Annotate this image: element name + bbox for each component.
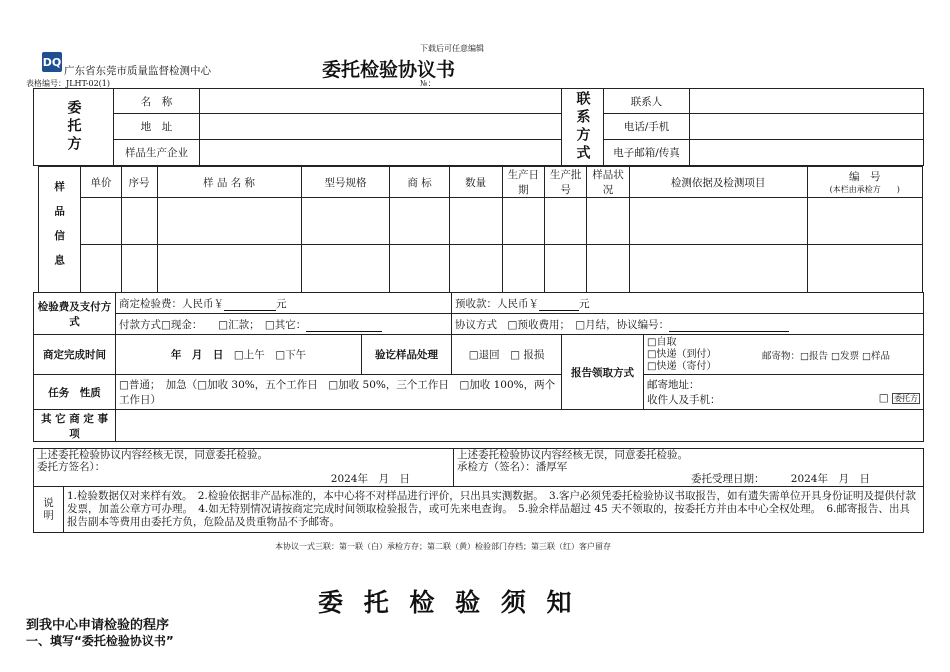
col-brand: 商 标: [390, 167, 449, 198]
step1: 一、填写“委托检验协议书”: [26, 634, 174, 648]
task-options[interactable]: □普通； 加急（□加收 30%，五个工作日 □加收 50%，三个工作日 □加收 100%，两个工作日）: [116, 375, 562, 410]
col-seq: 序号: [121, 167, 157, 198]
sample-cell[interactable]: [449, 198, 502, 245]
sample-cell[interactable]: [544, 245, 586, 293]
sample-cell[interactable]: [587, 245, 629, 293]
notice-title: 委 托 检 验 须 知: [318, 588, 578, 617]
copies-note: 本协议一式三联：第一联（白）承检方存；第二联（黄）检验部门存档；第三联（红）客户留存: [275, 542, 611, 551]
address-field[interactable]: [200, 114, 562, 140]
client-group-label: 委托方: [34, 89, 114, 166]
sample-cell[interactable]: [587, 198, 629, 245]
contact-group-label: 联系方式: [562, 89, 604, 166]
completion-date[interactable]: 年 月 日 □上午 □下午: [116, 335, 362, 375]
org-name: 广东省东莞市质量监督检测中心: [64, 65, 211, 77]
org-logo: DQ: [42, 52, 62, 72]
prepaid-fee[interactable]: 预收款：人民币￥ 元: [452, 293, 924, 314]
procedure-title: 到我中心申请检验的程序: [26, 618, 170, 633]
col-number: 编 号 (本栏由承检方 ): [807, 167, 922, 198]
fixed-fee[interactable]: 商定检验费：人民币￥ 元: [116, 293, 452, 314]
sample-cell[interactable]: [121, 245, 157, 293]
col-unit-price: 单价: [81, 167, 121, 198]
handling-label: 验讫样品处理: [362, 335, 452, 375]
name-field[interactable]: [200, 89, 562, 114]
sample-cell[interactable]: [544, 198, 586, 245]
sample-cell[interactable]: [502, 198, 544, 245]
address-label: 地 址: [114, 114, 200, 140]
lab-signature[interactable]: 上述委托检验协议内容经核无误，同意委托检验。 承检方（签名）：潘厚军 委托受理日期： 2024年 月 日: [454, 449, 924, 487]
client-signature[interactable]: 上述委托检验协议内容经核无误，同意委托检验。 委托方签名）： 2024年 月 日: [34, 449, 454, 487]
col-batch: 生产批号: [544, 167, 586, 198]
notes-label: 说明: [34, 487, 64, 533]
doc-title: 委托检验协议书: [322, 59, 456, 81]
sample-cell[interactable]: [807, 198, 922, 245]
manufacturer-field[interactable]: [200, 140, 562, 166]
top-note: 下载后可任意编辑: [420, 44, 484, 53]
col-sample-name: 样 品 名 称: [157, 167, 301, 198]
contact-person-field[interactable]: [690, 89, 924, 114]
sample-cell[interactable]: [629, 198, 807, 245]
sample-cell[interactable]: [121, 198, 157, 245]
sample-cell[interactable]: [301, 198, 390, 245]
number-label: №：: [420, 79, 436, 88]
completion-label: 商定完成时间: [34, 335, 116, 375]
task-label: 任务 性质: [34, 375, 116, 410]
name-label: 名 称: [114, 89, 200, 114]
sample-cell[interactable]: [81, 198, 121, 245]
sample-cell[interactable]: [81, 245, 121, 293]
sample-cell[interactable]: [502, 245, 544, 293]
pickup-options[interactable]: □自取 □快递（到付） □快递（寄付） 邮寄物：□报告 □发票 □样品: [644, 335, 924, 375]
col-quantity: 数量: [449, 167, 502, 198]
handling-options[interactable]: □退回 □ 报损: [452, 335, 562, 375]
email-field[interactable]: [690, 140, 924, 166]
agreement-method[interactable]: 协议方式 □预收费用； □月结，协议编号：: [452, 314, 924, 335]
sample-cell[interactable]: [390, 198, 449, 245]
col-production-date: 生产日期: [502, 167, 544, 198]
phone-field[interactable]: [690, 114, 924, 140]
sample-cell[interactable]: [390, 245, 449, 293]
pay-method[interactable]: 付款方式□现金： □汇款； □其它：: [116, 314, 452, 335]
form-code: 表格编号：JLHT-02(1): [26, 79, 111, 88]
sample-cell[interactable]: [449, 245, 502, 293]
sample-cell[interactable]: [807, 245, 922, 293]
col-model: 型号规格: [301, 167, 390, 198]
col-condition: 样品状况: [587, 167, 629, 198]
email-label: 电子邮箱/传真: [604, 140, 690, 166]
contact-person-label: 联系人: [604, 89, 690, 114]
phone-label: 电话/手机: [604, 114, 690, 140]
report-pickup-label: 报告领取方式: [562, 335, 644, 410]
mail-address[interactable]: 邮寄地址： 收件人及手机： □ 委托方: [644, 375, 924, 410]
other-field[interactable]: [116, 410, 924, 442]
other-label: 其 它 商 定 事 项: [34, 410, 116, 442]
fee-label: 检验费及支付方式: [34, 293, 116, 335]
sample-cell[interactable]: [301, 245, 390, 293]
notes-text: 1.检验数据仅对来样有效。 2.检验依据非产品标准的，本中心将不对样品进行评价，只出具实测数据。 3.客户必须凭委托检验协议书取报告，如有遗失需单位开具身份证明及提供付款发票，加盖公章方可办理。 4.如无特别情况请按商定完成时间领取检验报告，或可先来电查询。 5.验余样品超过 45 天不领取的，按委托方并由本中心全权处理。 6.邮寄报告、出具报告副本等费用由委托方负，危险品及贵重物品不予邮寄。: [64, 487, 924, 533]
sample-cell[interactable]: [157, 198, 301, 245]
sample-group-label: 样品信息: [39, 167, 81, 293]
manufacturer-label: 样品生产企业: [114, 140, 200, 166]
sample-cell[interactable]: [629, 245, 807, 293]
sample-cell[interactable]: [157, 245, 301, 293]
col-basis: 检测依据及检测项目: [629, 167, 807, 198]
